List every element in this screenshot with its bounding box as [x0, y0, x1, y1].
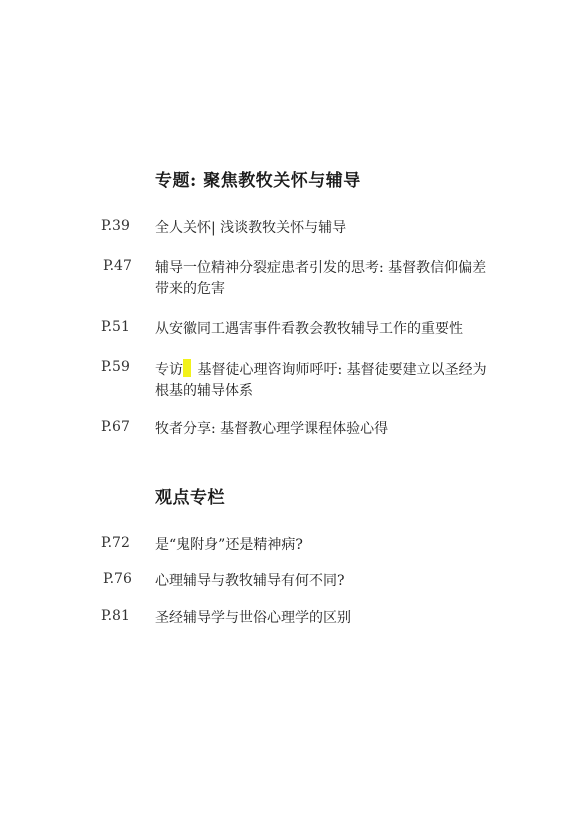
entry-title: 从安徽同工遇害事件看教会教牧辅导工作的重要性 [155, 321, 463, 337]
entry-title: 是“鬼附身”还是精神病? [155, 537, 303, 553]
page-number: P.39 [101, 218, 130, 234]
entry-title: 全人关怀| 浅谈教牧关怀与辅导 [155, 220, 347, 236]
section-title-pastoral-care: 专题: 聚焦教牧关怀与辅导 [155, 171, 361, 191]
page-number: P.76 [103, 571, 132, 587]
entry-title: 心理辅导与教牧辅导有何不同? [155, 573, 345, 589]
entry-title: 牧者分享: 基督教心理学课程体验心得 [155, 421, 389, 437]
entry-title: 辅导一位精神分裂症患者引发的思考: 基督教信仰偏差带来的危害 [155, 260, 487, 297]
entry-title-rest: 基督徒心理咨询师呼吁: 基督徒要建立以圣经为根基的辅导体系 [155, 362, 487, 399]
page-number: P.51 [101, 319, 130, 335]
entry-title: 圣经辅导学与世俗心理学的区别 [155, 610, 351, 626]
page-number: P.67 [101, 419, 130, 435]
text-highlight-mark [183, 359, 191, 377]
page-number: P.47 [103, 258, 132, 274]
page-number: P.59 [101, 359, 130, 375]
section-title-opinion-column: 观点专栏 [155, 488, 225, 508]
page-number: P.81 [101, 608, 130, 624]
entry-title-prefix: 专访 [155, 362, 183, 378]
entry-title [155, 359, 500, 402]
page-number: P.72 [101, 535, 130, 551]
